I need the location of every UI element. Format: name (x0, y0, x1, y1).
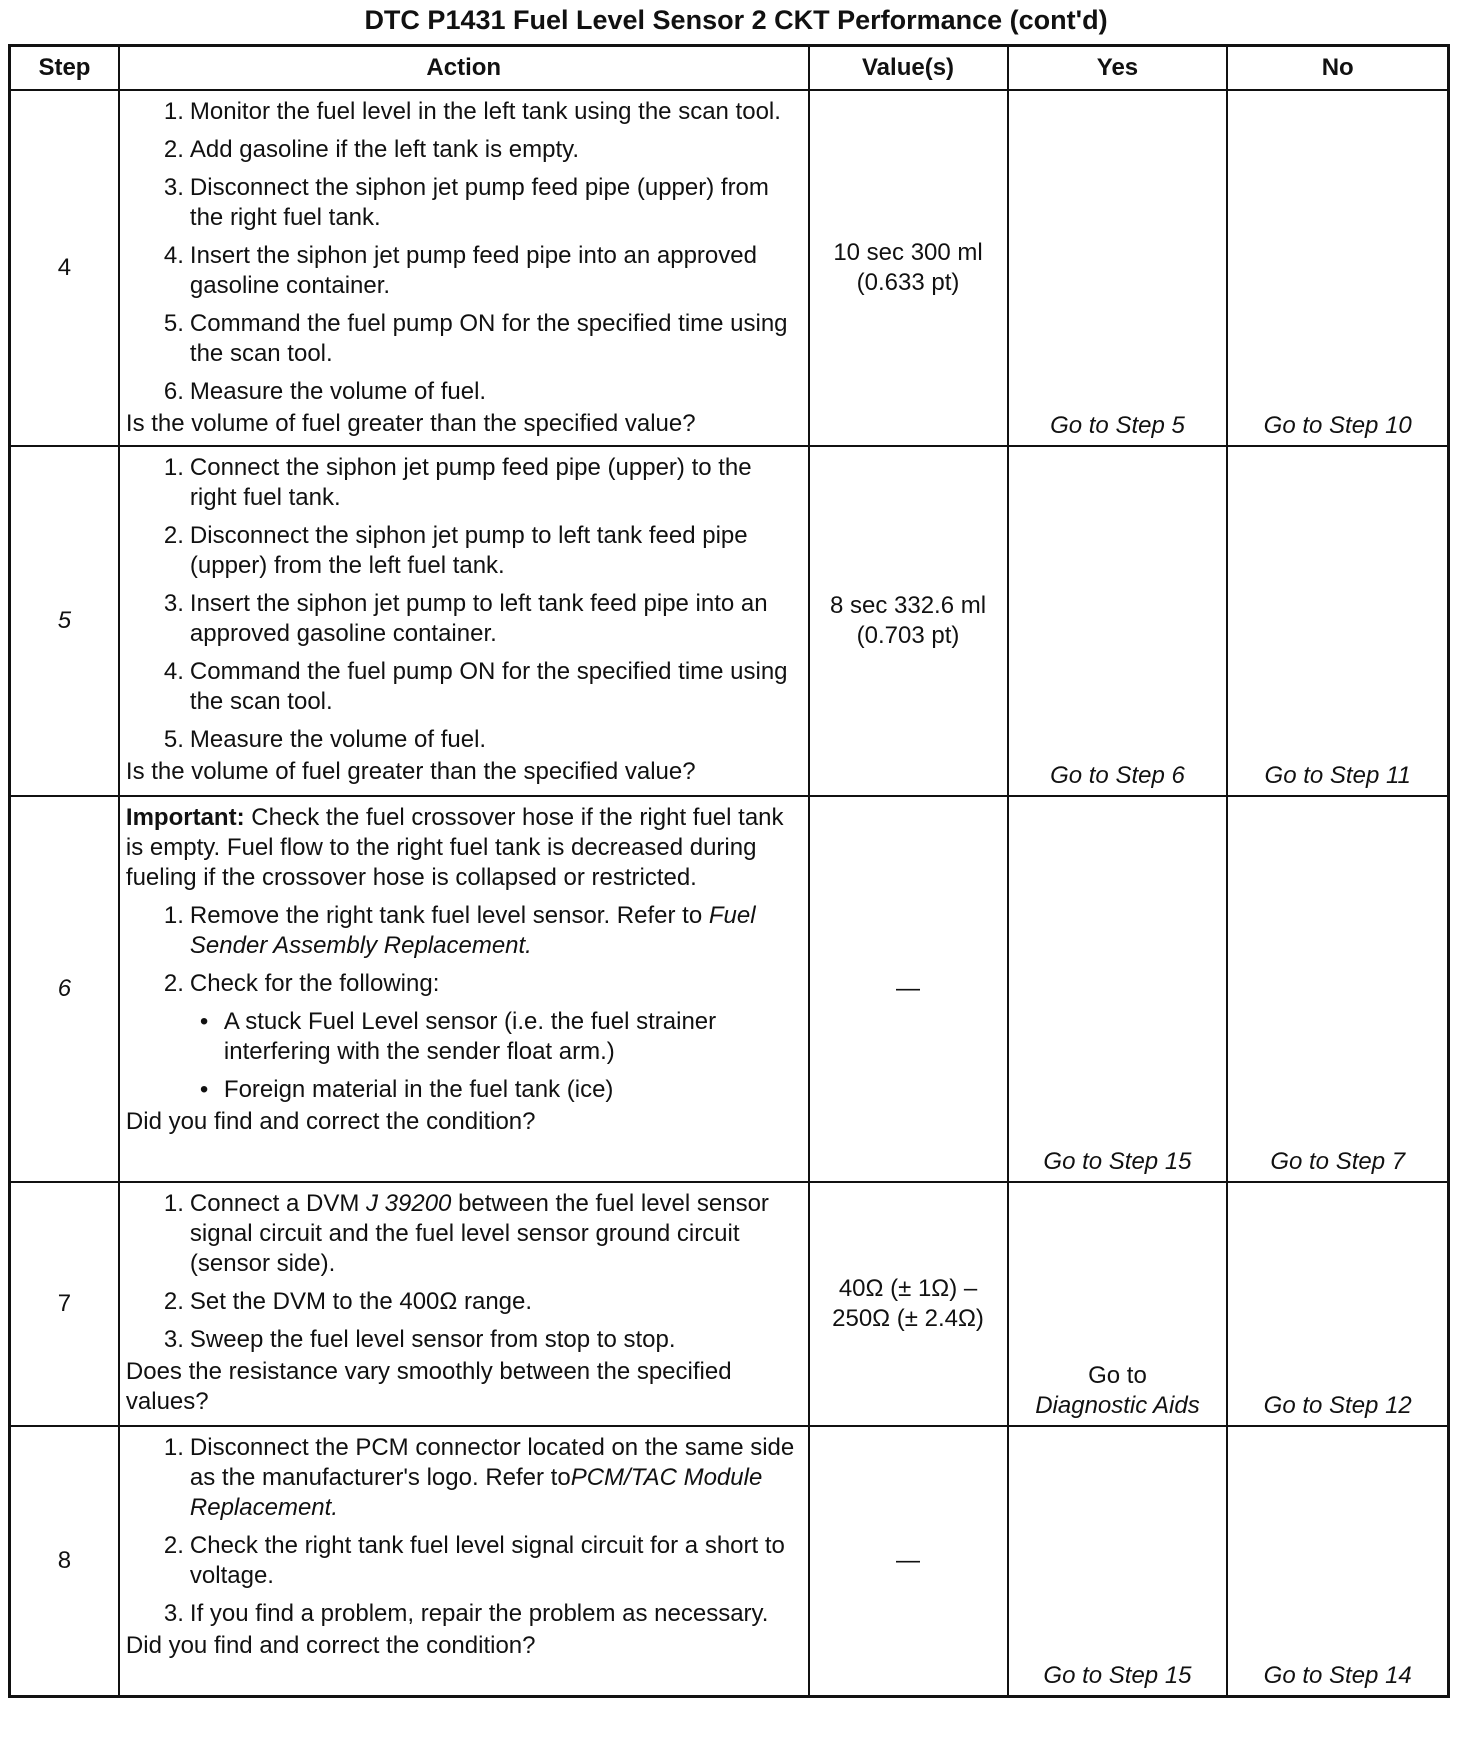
table-row (10, 90, 1449, 446)
question-text: Did you find and correct the condition? (125, 1632, 536, 1659)
header-step: Step (10, 46, 119, 91)
header-yes: Yes (1008, 46, 1228, 91)
no-cell: Go to Step 10 (1227, 90, 1448, 446)
list-item: 6. Measure the volume of fuel. (163, 378, 487, 405)
step-number: 8 (10, 1426, 119, 1696)
list-item: 3. Disconnect the siphon jet pump feed pipe (upper) from the right fuel tank. (163, 174, 769, 231)
value-line: (0.703 pt) (856, 622, 960, 649)
header-values: Value(s) (809, 46, 1008, 91)
question-text: Is the volume of fuel greater than the specified value? (125, 410, 696, 437)
important-text: Check the fuel crossover hose if the right fuel tank is empty. Fuel flow to the right fuel tank is decreased during fueling if the crossover hose is collapsed or restricted. (125, 804, 784, 891)
list-item: 2. Set the DVM to the 400Ω range. (163, 1288, 533, 1315)
no-cell: Go to Step 12 (1227, 1182, 1448, 1426)
diagnostic-aids-link[interactable]: Diagnostic Aids (1035, 1392, 1200, 1419)
bullet-icon: • (199, 1076, 209, 1103)
step-number: 5 (10, 446, 119, 796)
action-cell (119, 90, 809, 446)
value-cell: — (809, 1426, 1008, 1696)
table-row (10, 446, 1449, 796)
header-row (10, 46, 1449, 91)
list-item: 1. Connect the siphon jet pump feed pipe (upper) to the right fuel tank. (163, 454, 752, 511)
tool-number: J 39200 (365, 1190, 452, 1217)
step-number: 4 (10, 90, 119, 446)
list-item: 2. Add gasoline if the left tank is empty. (163, 136, 580, 163)
header-action: Action (119, 46, 809, 91)
important-note (126, 803, 802, 893)
value-line: (0.633 pt) (856, 269, 960, 296)
diagnostic-table (8, 44, 1450, 1698)
action-list (126, 1189, 802, 1355)
action-list (126, 901, 802, 1105)
value-line: 10 sec 300 ml (833, 239, 983, 266)
action-list (126, 1433, 802, 1629)
question-text: Does the resistance vary smoothly between the specified values? (125, 1358, 732, 1415)
list-item: 5. Command the fuel pump ON for the specified time using the scan tool. (163, 310, 788, 367)
value-cell (809, 90, 1008, 446)
bullet-item: • A stuck Fuel Level sensor (i.e. the fuel strainer interfering with the sender float arm.) (199, 1008, 717, 1065)
bullet-item: • Foreign material in the fuel tank (ice) (199, 1076, 614, 1103)
action-cell (119, 446, 809, 796)
yes-cell: Go to Step 15 (1008, 1426, 1228, 1696)
value-line: 40Ω (± 1Ω) – (838, 1275, 978, 1302)
list-item: 3. Insert the siphon jet pump to left tank feed pipe into an approved gasoline container. (163, 590, 768, 647)
list-item: 2. Disconnect the siphon jet pump to left tank feed pipe (upper) from the left fuel tank. (163, 522, 748, 579)
action-list (126, 453, 802, 755)
action-cell (119, 1182, 809, 1426)
value-line: 8 sec 332.6 ml (829, 592, 987, 619)
important-label: Important: (125, 804, 245, 831)
list-item: 4. Command the fuel pump ON for the specified time using the scan tool. (163, 658, 788, 715)
step-number: 7 (10, 1182, 119, 1426)
action-list (126, 97, 802, 407)
reference-link[interactable]: PCM/TAC Module Replacement. (189, 1464, 763, 1521)
yes-line: Go to (1088, 1362, 1147, 1389)
list-item: 1. Connect a DVM J 39200 between the fuel level sensor signal circuit and the fuel level sensor ground circuit (sensor side). (163, 1190, 769, 1277)
question-text: Did you find and correct the condition? (125, 1108, 536, 1135)
list-item: 4. Insert the siphon jet pump feed pipe into an approved gasoline container. (163, 242, 757, 299)
no-cell: Go to Step 7 (1227, 796, 1448, 1182)
list-item: 2. Check the right tank fuel level signal circuit for a short to voltage. (163, 1532, 785, 1589)
list-item: 5. Measure the volume of fuel. (163, 726, 487, 753)
list-item: 1. Monitor the fuel level in the left tank using the scan tool. (163, 98, 781, 125)
value-cell (809, 446, 1008, 796)
reference-link[interactable]: Fuel Sender Assembly Replacement. (189, 902, 756, 959)
bullet-list (190, 1007, 802, 1105)
value-line: 250Ω (± 2.4Ω) (832, 1305, 984, 1332)
list-item: 3. Sweep the fuel level sensor from stop to stop. (163, 1326, 676, 1353)
table-row (10, 1426, 1449, 1696)
list-item: 1. Remove the right tank fuel level sensor. Refer to Fuel Sender Assembly Replacement. (163, 902, 756, 959)
value-cell: — (809, 796, 1008, 1182)
yes-cell: Go to Step 5 (1008, 90, 1228, 446)
value-cell (809, 1182, 1008, 1426)
action-cell (119, 796, 809, 1182)
list-item: 3. If you find a problem, repair the problem as necessary. (163, 1600, 769, 1627)
list-item: 1. Disconnect the PCM connector located on the same side as the manufacturer's logo. Refer toPCM/TAC Module Replacement. (163, 1434, 795, 1521)
step-number: 6 (10, 796, 119, 1182)
table-row (10, 1182, 1449, 1426)
yes-cell: Go to Step 6 (1008, 446, 1228, 796)
no-cell: Go to Step 14 (1227, 1426, 1448, 1696)
yes-cell: Go to Step 15 (1008, 796, 1228, 1182)
question-text: Is the volume of fuel greater than the specified value? (125, 758, 696, 785)
table-row (10, 796, 1449, 1182)
header-no: No (1227, 46, 1448, 91)
bullet-icon: • (199, 1008, 209, 1035)
page-title: DTC P1431 Fuel Level Sensor 2 CKT Performance (cont'd) (364, 5, 1108, 35)
list-item: 2. Check for the following: • A stuck Fuel Level sensor (i.e. the fuel strainer interfering with the sender float arm.) • Foreign material in the fuel tank (ice) (156, 969, 802, 1105)
action-cell (119, 1426, 809, 1696)
no-cell: Go to Step 11 (1227, 446, 1448, 796)
yes-cell (1008, 1182, 1228, 1426)
